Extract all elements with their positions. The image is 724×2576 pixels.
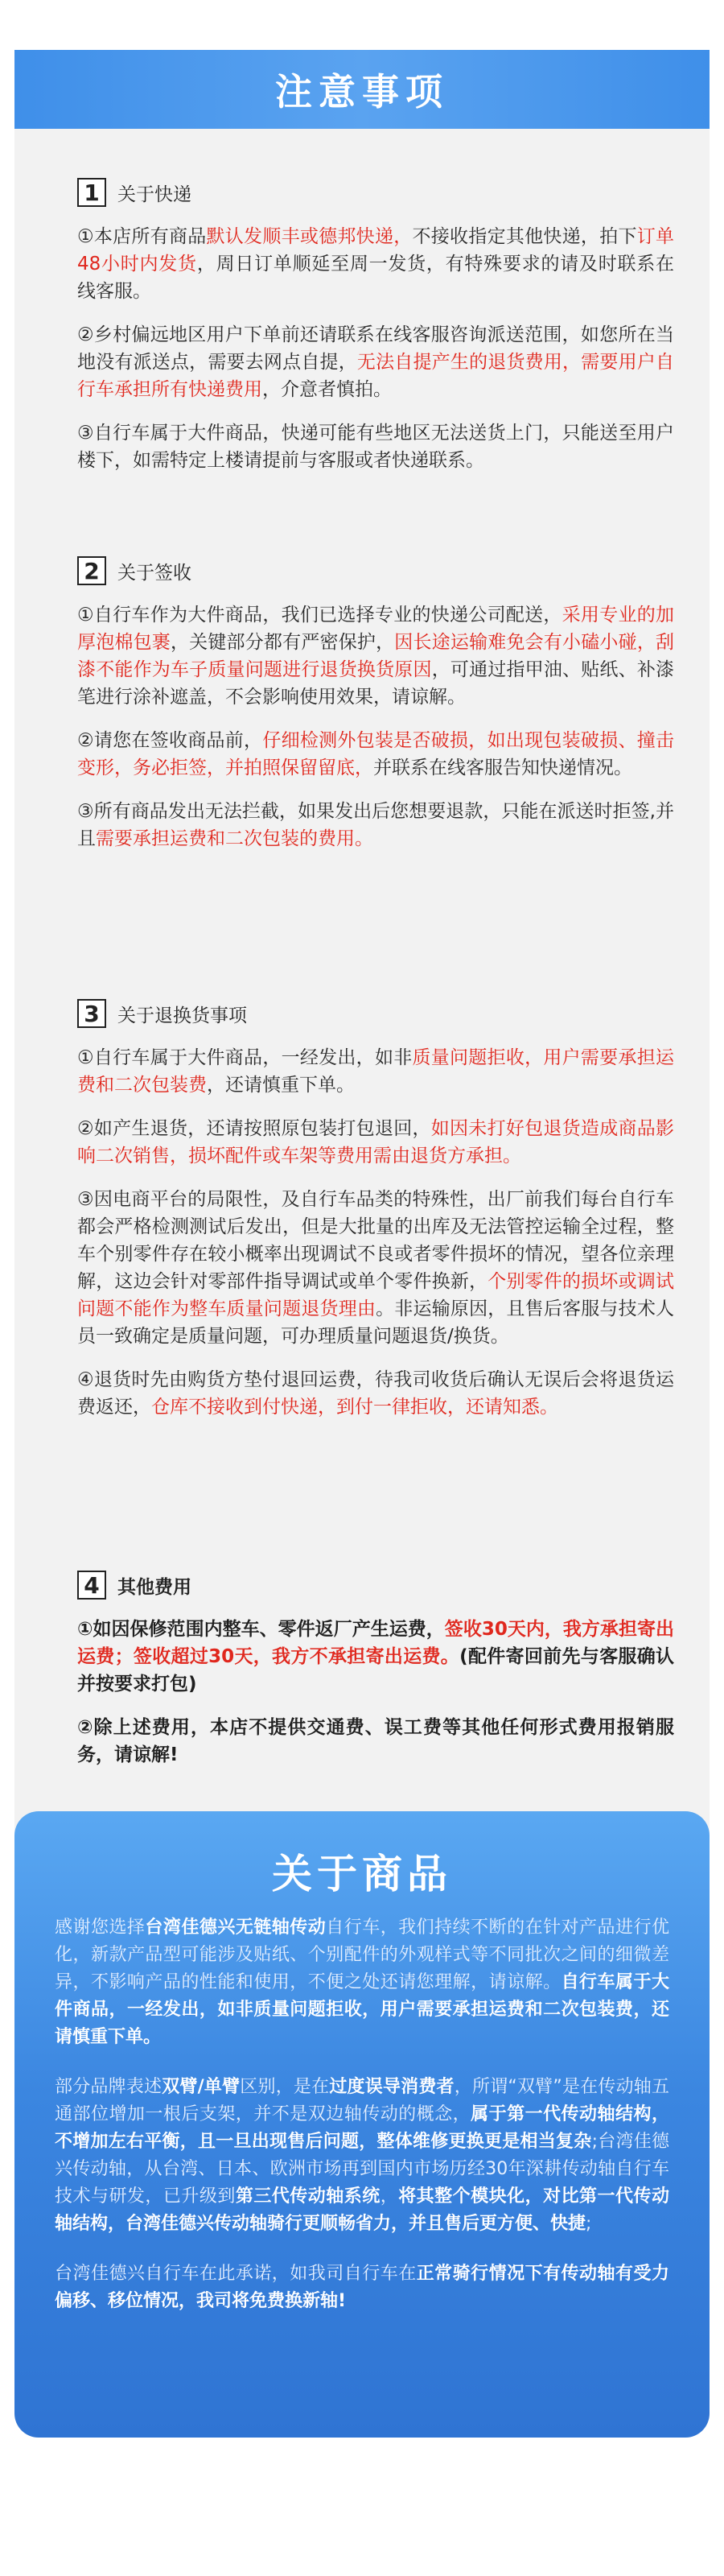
section-other-fees — [77, 1567, 674, 1785]
notice-paragraph — [77, 223, 674, 305]
section-title: 关于退换货事项 — [117, 1005, 247, 1026]
section-heading — [77, 996, 674, 1031]
highlight-text: 仔细检测外包装是否破损，如出现包装破损、撞击变形，务必拒签，并拍照保留留底， — [77, 730, 675, 778]
notice-title: 注意事项 — [275, 70, 449, 114]
section-number: 3 — [77, 999, 106, 1028]
section-signing — [77, 553, 674, 869]
notice-paragraph — [77, 1714, 674, 1769]
section-number: 1 — [77, 178, 106, 207]
section-delivery — [77, 175, 674, 490]
body-text: ②请您在签收商品前， — [77, 730, 263, 751]
body-text: ①如因保修范围内整车、零件返厂产生运费， — [77, 1619, 445, 1640]
section-heading — [77, 553, 674, 588]
body-text: 区别，是在 — [240, 2077, 330, 2097]
section-title: 其他费用 — [117, 1576, 191, 1598]
body-text: ③所有商品发出无法拦截，如果发出后您想要退款，只能在派送时拒签,并且 — [77, 801, 674, 849]
body-text: ; — [586, 2214, 592, 2234]
notice-paragraph — [77, 419, 674, 474]
product-paragraph — [55, 2074, 669, 2238]
body-text: ②除上述费用，本店不提供交通费、误工费等其他任何形式费用报销服务，请谅解! — [77, 1717, 674, 1765]
body-text: ，介意者慎拍。 — [262, 379, 392, 400]
notice-paragraph — [77, 1044, 674, 1099]
highlight-text: 个别零件的损坏或调试问题不能作为整车质量问题退货理由 — [77, 1271, 675, 1319]
body-text: ③因电商平台的局限性，及自行车品类的特殊性，出厂前我们每台自行车都会严格检测测试后发出，但是大批量的出库及无法管控运输全过程，整车个别零件存在较小概率出现调试不良或者零件损坏的情况，望各位亲理解，这边会针对零部件指导调试或单个零件换新， — [77, 1189, 674, 1292]
notice-header — [14, 50, 710, 129]
section-number: 4 — [77, 1571, 106, 1600]
body-text: 台湾佳德兴自行车在此承诺，如我司自行车在 — [55, 2264, 417, 2284]
section-number: 2 — [77, 556, 106, 585]
notice-paragraph — [77, 1616, 674, 1698]
body-text: ，关键部分都有严密保护， — [170, 632, 395, 653]
emphasis-text: 台湾佳德兴无链轴传动 — [145, 1918, 327, 1938]
product-card — [14, 1811, 710, 2438]
highlight-text: 采用专业的加厚泡棉包裹 — [77, 605, 675, 653]
body-text: ②如产生退货，还请按照原包装打包退回， — [77, 1118, 431, 1139]
notice-paragraph — [77, 601, 674, 711]
emphasis-text: 属于第一代传动轴结构，不增加左右平衡，且一旦出现售后问题，整体维修更换更是相当复杂 — [55, 2104, 669, 2152]
emphasis-text: 过度误导消费者 — [329, 2077, 455, 2097]
body-text: ， — [380, 2186, 399, 2207]
section-title: 关于签收 — [117, 562, 191, 584]
body-text: ，还请慎重下单。 — [207, 1075, 355, 1096]
section-returns — [77, 996, 674, 1437]
emphasis-text: 第三代传动轴系统 — [235, 2186, 381, 2207]
highlight-text: 订单48小时内发货 — [77, 226, 675, 275]
body-text: ，所谓“双臂”是在传动轴五通部位增加一根后支架，并不是双边轴传动的概念， — [55, 2077, 669, 2124]
emphasis-text: 将其整个模块化，对比第一代传动轴结构，台湾佳德兴传动轴骑行更顺畅省力，并且售后更方便、快捷 — [55, 2186, 669, 2234]
highlight-text: 无法自提产生的退货费用，需要用户自行车承担所有快递费用 — [77, 352, 675, 400]
highlight-text: 仓库不接收到付快递，到付一律拒收，还请知悉。 — [151, 1397, 558, 1418]
emphasis-text: 双臂/单臂 — [162, 2077, 241, 2097]
notice-paragraph — [77, 321, 674, 403]
notice-paragraph — [77, 1115, 674, 1170]
notice-paragraph — [77, 1186, 674, 1350]
body-text: ③自行车属于大件商品，快递可能有些地区无法送货上门，只能送至用户楼下，如需特定上楼请提前与客服或者快递联系。 — [77, 423, 674, 471]
highlight-text: 质量问题拒收，用户需要承担运费和二次包装费 — [77, 1047, 674, 1096]
body-text: 并联系在线客服告知快递情况。 — [373, 758, 632, 778]
notice-paragraph — [77, 727, 674, 782]
body-text: ①自行车作为大件商品，我们已选择专业的快递公司配送， — [77, 605, 562, 625]
body-text: 。非运输原因，且售后客服与技术人员一致确定是质量问题，可办理质量问题退货/换货。 — [77, 1298, 675, 1347]
body-text: (配件寄回前先与客服确认并按要求打包) — [77, 1646, 674, 1695]
section-title: 关于快递 — [117, 184, 191, 205]
highlight-text: 默认发顺丰或德邦快递， — [206, 226, 413, 247]
body-text: 不接收指定其他快递，拍下 — [412, 226, 637, 247]
emphasis-text: 正常骑行情况下有传动轴有受力偏移、移位情况，我司将免费换新轴! — [55, 2264, 669, 2311]
body-text: ①自行车属于大件商品，一经发出，如非 — [77, 1047, 413, 1068]
body-text: 感谢您选择 — [55, 1918, 146, 1938]
notice-paragraph — [77, 1366, 674, 1421]
body-text: ②乡村偏远地区用户下单前还请联系在线客服咨询派送范围，如您所在当地没有派送点，需要去网点自提， — [77, 324, 674, 373]
product-paragraph — [55, 1914, 669, 2051]
product-body — [55, 1914, 669, 2338]
highlight-text: 如因未打好包退货造成商品影响二次销售，损坏配件或车架等费用需由退货方承担。 — [77, 1118, 675, 1166]
emphasis-text: 自行车属于大件商品，一经发出，如非质量问题拒收，用户需要承担运费和二次包装费，还请慎重下单。 — [55, 1972, 669, 2047]
body-text: ④退货时先由购货方垫付退回运费，待我司收货后确认无误后会将退货运费返还， — [77, 1369, 674, 1418]
notice-panel — [14, 50, 710, 1833]
body-text: 部分品牌表述 — [55, 2077, 162, 2097]
section-heading — [77, 175, 674, 210]
highlight-text: 因长途运输难免会有小磕小碰，刮漆不能作为车子质量问题进行退货换货原因 — [77, 632, 675, 680]
body-text: ①本店所有商品 — [77, 226, 207, 247]
product-title: 关于商品 — [272, 1851, 452, 1897]
body-text: ;台湾佳德兴传动轴，从台湾、日本、欧洲市场再到国内市场历经30年深耕传动轴自行车技术与研发，已升级到 — [55, 2132, 669, 2207]
body-text: ，可通过指甲油、贴纸、补漆笔进行涂补遮盖，不会影响使用效果，请谅解。 — [77, 659, 675, 708]
body-text: ，周日订单顺延至周一发货，有特殊要求的请及时联系在线客服。 — [77, 254, 674, 302]
highlight-text: 签收30天内，我方承担寄出运费；签收超过30天，我方不承担寄出运费。 — [77, 1619, 674, 1667]
product-paragraph — [55, 2260, 669, 2315]
notice-paragraph — [77, 798, 674, 852]
section-heading — [77, 1567, 674, 1603]
highlight-text: 需要承担运费和二次包装的费用。 — [96, 828, 373, 849]
body-text: 自行车，我们持续不断的在针对产品进行优化，新款产品型可能涉及贴纸、个别配件的外观样式等不同批次之间的细微差异，不影响产品的性能和使用，不便之处还请您理解，请谅解。 — [55, 1918, 669, 1992]
